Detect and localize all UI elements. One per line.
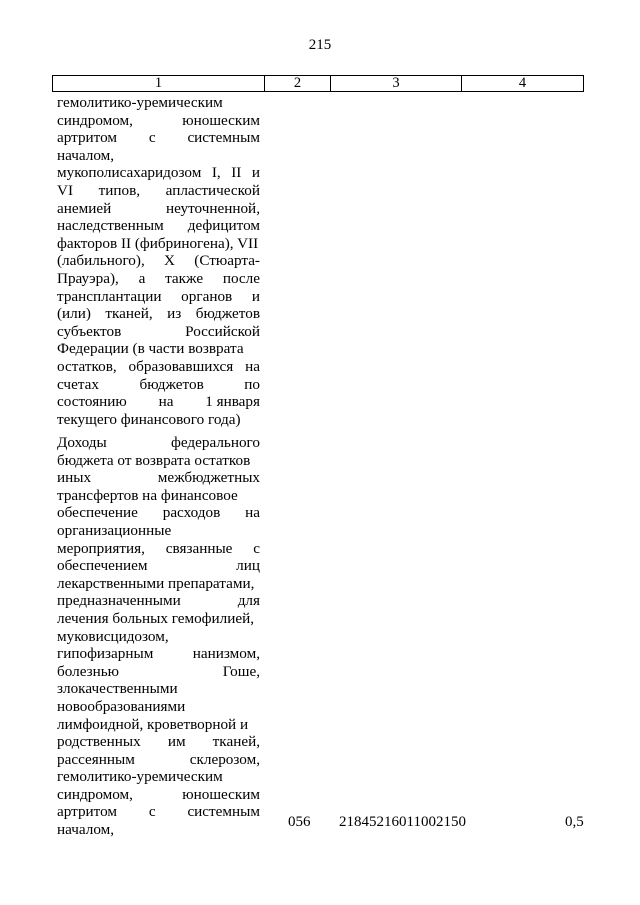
text-word: трансфертов на финансовое — [57, 486, 238, 504]
text-line — [57, 376, 260, 394]
text-word: на — [158, 393, 174, 411]
row-amount-value: 0,5 — [565, 814, 584, 830]
header-col-1: 1 — [53, 76, 265, 91]
text-line — [57, 252, 260, 270]
text-line — [57, 487, 260, 505]
text-line — [57, 663, 260, 681]
text-word: муковисцидозом, — [57, 627, 169, 645]
text-line — [57, 217, 260, 235]
text-word: им — [167, 733, 186, 751]
text-word: бюджетов — [139, 375, 204, 393]
header-col-3: 3 — [331, 76, 462, 91]
text-word: на — [245, 504, 260, 522]
text-word: из — [167, 305, 182, 323]
text-word: предназначенными — [57, 592, 181, 610]
text-line — [57, 733, 260, 751]
text-line — [57, 557, 260, 575]
text-line — [57, 522, 260, 540]
text-word: текущего финансового года) — [57, 410, 241, 428]
text-word: Российской — [185, 322, 260, 340]
text-line — [57, 803, 260, 821]
text-word: новообразованиями — [57, 697, 186, 715]
text-word: артритом — [57, 803, 118, 821]
text-word: 1 января — [205, 393, 260, 411]
text-word: состоянию — [57, 393, 127, 411]
text-word: на — [245, 357, 260, 375]
text-word: федерального — [171, 434, 260, 451]
text-line — [57, 323, 260, 341]
text-word: счетах — [57, 375, 99, 393]
text-word: артритом — [57, 129, 118, 147]
row-classification-code: 21845216011002150 — [339, 814, 466, 830]
header-col-2: 2 — [265, 76, 331, 91]
text-line — [57, 411, 260, 429]
text-word: II — [231, 164, 242, 182]
text-word: гипофизарным — [57, 645, 154, 663]
text-line — [57, 305, 260, 323]
text-word: VI — [57, 181, 74, 199]
text-word: после — [222, 269, 260, 287]
text-word: Прауэра), — [57, 269, 119, 287]
text-word: с — [148, 803, 156, 821]
text-word: Доходы — [57, 434, 107, 451]
text-word: Федерации (в части возврата — [57, 340, 244, 358]
text-line — [57, 393, 260, 411]
text-line — [57, 751, 260, 769]
text-word: и — [251, 164, 260, 182]
text-word: органов — [181, 287, 233, 305]
text-word: обеспечение — [57, 504, 138, 522]
text-word: для — [237, 592, 260, 610]
text-word: болезнью — [57, 662, 120, 680]
text-word: синдромом, — [57, 111, 133, 129]
text-word: лимфоидной, кроветворной и — [57, 715, 249, 733]
text-word: (Стюарта- — [194, 252, 260, 270]
text-word: началом, — [57, 821, 115, 839]
text-word: по — [244, 375, 260, 393]
text-word: субъектов — [57, 322, 122, 340]
text-word: остатков, — [57, 357, 117, 375]
text-line — [57, 716, 260, 734]
text-word: с — [253, 539, 260, 557]
text-word: гемолитико-уремическим — [57, 94, 223, 111]
text-word: дефицитом — [187, 217, 260, 235]
text-word: тканей, — [105, 305, 153, 323]
text-line — [57, 540, 260, 558]
text-line — [57, 288, 260, 306]
text-line — [57, 768, 260, 786]
text-line — [57, 147, 260, 165]
text-word: неуточненной, — [165, 199, 260, 217]
text-word: родственных — [57, 733, 141, 751]
text-word: началом, — [57, 146, 115, 164]
text-word: лекарственными препаратами, — [57, 574, 255, 592]
text-line — [57, 270, 260, 288]
text-line — [57, 592, 260, 610]
text-line — [57, 698, 260, 716]
text-word: обеспечением — [57, 557, 148, 575]
text-word: трансплантации — [57, 287, 162, 305]
text-word: также — [165, 269, 204, 287]
text-line — [57, 340, 260, 358]
row-code-value: 056 — [288, 814, 311, 830]
text-line — [57, 112, 260, 130]
text-word: (лабильного), — [57, 252, 145, 270]
text-word: нанизмом, — [192, 645, 260, 663]
text-word: факторов II (фибриногена), VII — [57, 234, 259, 252]
text-line — [57, 129, 260, 147]
text-word: с — [148, 129, 156, 147]
text-line — [57, 610, 260, 628]
table-header-row — [52, 75, 584, 92]
text-line — [57, 235, 260, 253]
text-word: анемией — [57, 199, 112, 217]
text-word: типов, — [98, 181, 141, 199]
text-word: наследственным — [57, 217, 164, 235]
text-word: (или) — [57, 305, 91, 323]
text-word: а — [138, 269, 146, 287]
text-word: мероприятия, — [57, 539, 145, 557]
text-word: тканей, — [212, 733, 260, 751]
text-word: системным — [187, 803, 260, 821]
text-line — [57, 575, 260, 593]
text-word: лечения больных гемофилией, — [57, 609, 255, 627]
text-line — [57, 786, 260, 804]
text-word: рассеянным — [57, 750, 135, 768]
text-word: I, — [211, 164, 221, 182]
text-word: гемолитико-уремическим — [57, 768, 223, 786]
text-word: склерозом, — [189, 750, 260, 768]
text-line — [57, 469, 260, 487]
text-word: злокачественными — [57, 680, 178, 698]
text-word: лиц — [236, 557, 260, 575]
text-line — [57, 182, 260, 200]
text-word: организационные — [57, 521, 172, 539]
text-word: Гоше, — [222, 662, 260, 680]
text-word: связанные — [165, 539, 233, 557]
text-line — [57, 358, 260, 376]
text-line — [57, 628, 260, 646]
text-word: бюджетов — [195, 305, 260, 323]
text-line — [57, 94, 260, 112]
text-word: X — [164, 252, 175, 270]
text-word: расходов — [162, 504, 221, 522]
page-number: 215 — [308, 37, 332, 53]
text-word: юношеским — [182, 111, 260, 129]
text-word: иных — [57, 469, 92, 487]
text-line — [57, 504, 260, 522]
text-line — [57, 821, 260, 839]
text-word: и — [251, 287, 260, 305]
text-line — [57, 680, 260, 698]
description-block-continued — [57, 94, 260, 428]
description-block-new — [57, 434, 260, 839]
text-line — [57, 452, 260, 470]
text-line — [57, 434, 260, 452]
text-word: апластической — [165, 181, 260, 199]
text-word: мукополисахаридозом — [57, 164, 202, 182]
text-word: бюджета от возврата остатков — [57, 451, 251, 469]
text-line — [57, 200, 260, 218]
text-word: межбюджетных — [157, 469, 260, 487]
text-line — [57, 164, 260, 182]
text-word: образовавшихся — [128, 357, 234, 375]
text-word: синдромом, — [57, 785, 133, 803]
header-col-4: 4 — [518, 75, 527, 91]
text-word: юношеским — [182, 785, 260, 803]
text-line — [57, 645, 260, 663]
text-word: системным — [187, 129, 260, 147]
